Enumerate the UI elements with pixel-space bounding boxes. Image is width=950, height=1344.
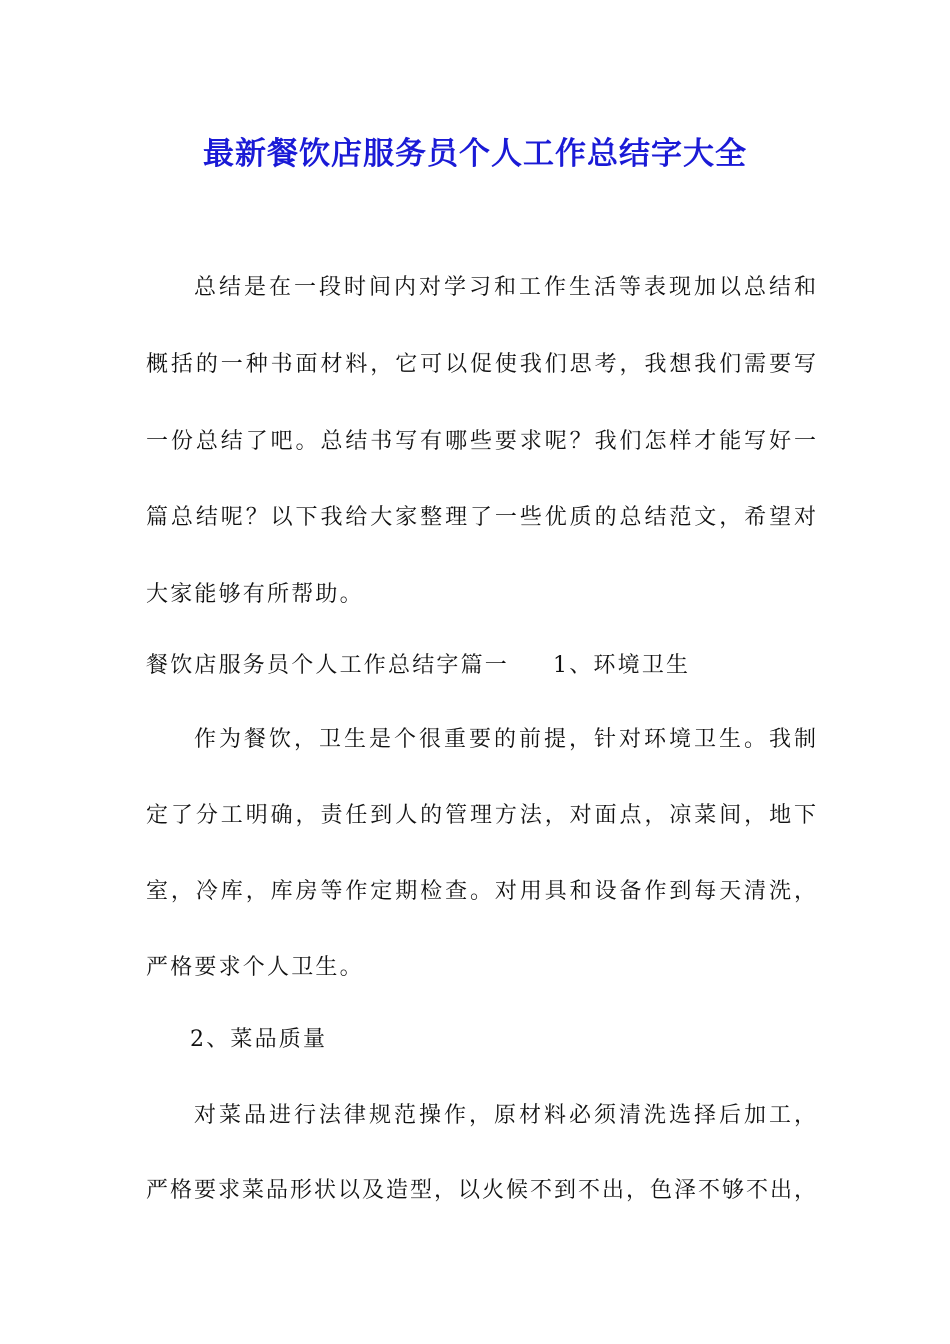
paragraph-line: 定了分工明确，责任到人的管理方法，对面点，凉菜间，地下 <box>146 803 816 828</box>
paragraph-line: 作为餐饮，卫生是个很重要的前提，针对环境卫生。我制 <box>194 727 816 752</box>
subsection-heading: 1、环境卫生 <box>553 653 691 678</box>
paragraph-line: 大家能够有所帮助。 <box>146 582 364 607</box>
paragraph-line: 篇总结呢？以下我给大家整理了一些优质的总结范文，希望对 <box>146 505 816 530</box>
paragraph-line: 概括的一种书面材料，它可以促使我们思考，我想我们需要写 <box>146 352 816 377</box>
section-heading: 餐饮店服务员个人工作总结字篇一 <box>146 653 510 678</box>
paragraph-line: 严格要求个人卫生。 <box>146 955 364 980</box>
paragraph-line: 室，冷库，库房等作定期检查。对用具和设备作到每天清洗， <box>146 879 816 904</box>
paragraph-line: 对菜品进行法律规范操作，原材料必须清洗选择后加工， <box>194 1103 816 1128</box>
subsection-heading: 2、菜品质量 <box>190 1027 328 1052</box>
document-title: 最新餐饮店服务员个人工作总结字大全 <box>203 136 747 172</box>
paragraph-line: 总结是在一段时间内对学习和工作生活等表现加以总结和 <box>194 275 816 300</box>
section-heading-line <box>146 648 690 679</box>
paragraph-line: 严格要求菜品形状以及造型，以火候不到不出，色泽不够不出， <box>146 1178 816 1203</box>
paragraph-line: 一份总结了吧。总结书写有哪些要求呢？我们怎样才能写好一 <box>146 429 816 454</box>
